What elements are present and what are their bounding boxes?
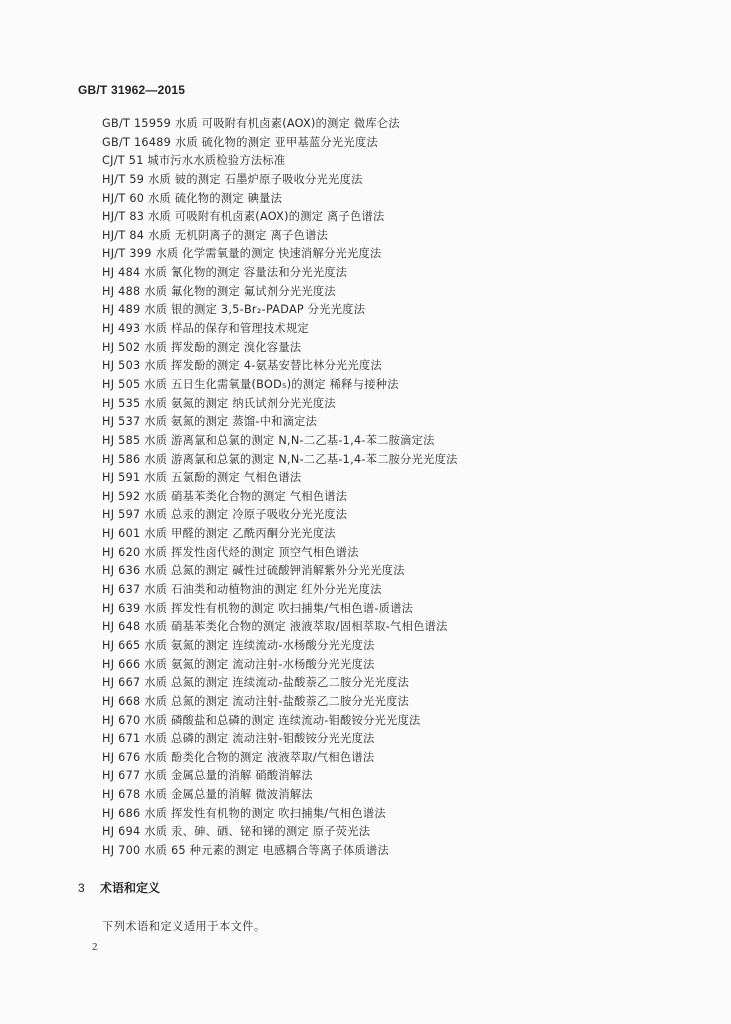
reference-item: HJ 505 水质 五日生化需氧量(BOD₅)的测定 稀释与接种法 <box>102 377 399 391</box>
reference-item: HJ 667 水质 总氮的测定 连续流动-盐酸萘乙二胺分光光度法 <box>102 676 410 690</box>
section-title: 术语和定义 <box>100 881 161 895</box>
section-number: 3 <box>78 881 85 895</box>
section-body-text: 下列术语和定义适用于本文件。 <box>102 920 266 933</box>
reference-item: HJ/T 83 水质 可吸附有机卤素(AOX)的测定 离子色谱法 <box>102 210 385 224</box>
reference-item: HJ 686 水质 挥发性有机物的测定 吹扫捕集/气相色谱法 <box>102 806 386 820</box>
reference-item: HJ 489 水质 银的测定 3,5-Br₂-PADAP 分光光度法 <box>102 303 366 317</box>
reference-item: HJ 484 水质 氰化物的测定 容量法和分光光度法 <box>102 266 348 280</box>
reference-item: HJ 537 水质 氨氮的测定 蒸馏-中和滴定法 <box>102 415 318 429</box>
page-number: 2 <box>92 941 98 953</box>
reference-item: HJ 676 水质 酚类化合物的测定 液液萃取/气相色谱法 <box>102 750 375 764</box>
reference-item: HJ 586 水质 游离氯和总氯的测定 N,N-二乙基-1,4-苯二胺分光光度法 <box>102 452 458 466</box>
reference-item: HJ/T 84 水质 无机阴离子的测定 离子色谱法 <box>102 228 329 242</box>
normative-references-list <box>102 115 702 861</box>
reference-item: HJ 620 水质 挥发性卤代烃的测定 顶空气相色谱法 <box>102 545 359 559</box>
standard-code-header: GB/T 31962—2015 <box>78 83 186 97</box>
reference-item: HJ 671 水质 总磷的测定 流动注射-钼酸铵分光光度法 <box>102 732 375 746</box>
reference-item: HJ 677 水质 金属总量的消解 硝酸消解法 <box>102 769 313 783</box>
reference-item: HJ 601 水质 甲醛的测定 乙酰丙酮分光光度法 <box>102 527 336 541</box>
reference-item: HJ 636 水质 总氮的测定 碱性过硫酸钾消解紫外分光光度法 <box>102 564 405 578</box>
reference-item: HJ 665 水质 氨氮的测定 连续流动-水杨酸分光光度法 <box>102 638 375 652</box>
reference-item: HJ 666 水质 氨氮的测定 流动注射-水杨酸分光光度法 <box>102 657 375 671</box>
reference-item: HJ 535 水质 氨氮的测定 纳氏试剂分光光度法 <box>102 396 336 410</box>
reference-item: HJ 591 水质 五氯酚的测定 气相色谱法 <box>102 471 302 485</box>
reference-item: HJ 488 水质 氟化物的测定 氟试剂分光光度法 <box>102 284 336 298</box>
reference-item: HJ 668 水质 总氮的测定 流动注射-盐酸萘乙二胺分光光度法 <box>102 694 410 708</box>
reference-item: GB/T 16489 水质 硫化物的测定 亚甲基蓝分光光度法 <box>102 135 378 149</box>
reference-item: HJ 639 水质 挥发性有机物的测定 吹扫捕集/气相色谱-质谱法 <box>102 601 414 615</box>
reference-item: HJ 637 水质 石油类和动植物油的测定 红外分光光度法 <box>102 583 382 597</box>
reference-item: CJ/T 51 城市污水水质检验方法标准 <box>102 154 286 168</box>
reference-item: HJ 700 水质 65 种元素的测定 电感耦合等离子体质谱法 <box>102 843 389 857</box>
section-heading <box>78 879 160 896</box>
reference-item: HJ 648 水质 硝基苯类化合物的测定 液液萃取/固相萃取-气相色谱法 <box>102 620 448 634</box>
reference-item: HJ 678 水质 金属总量的消解 微波消解法 <box>102 788 313 802</box>
reference-item: HJ 493 水质 样品的保存和管理技术规定 <box>102 322 309 336</box>
reference-item: HJ 592 水质 硝基苯类化合物的测定 气相色谱法 <box>102 489 348 503</box>
reference-item: HJ 585 水质 游离氯和总氯的测定 N,N-二乙基-1,4-苯二胺滴定法 <box>102 433 435 447</box>
reference-item: HJ 503 水质 挥发酚的测定 4-氨基安替比林分光光度法 <box>102 359 383 373</box>
reference-item: GB/T 15959 水质 可吸附有机卤素(AOX)的测定 微库仑法 <box>102 117 400 130</box>
reference-item: HJ/T 59 水质 铍的测定 石墨炉原子吸收分光光度法 <box>102 172 363 186</box>
reference-item: HJ 670 水质 磷酸盐和总磷的测定 连续流动-钼酸铵分光光度法 <box>102 713 421 727</box>
reference-item: HJ 694 水质 汞、砷、硒、铋和锑的测定 原子荧光法 <box>102 825 371 839</box>
reference-item: HJ 502 水质 挥发酚的测定 溴化容量法 <box>102 340 302 354</box>
reference-item: HJ/T 399 水质 化学需氧量的测定 快速消解分光光度法 <box>102 247 382 261</box>
reference-item: HJ 597 水质 总汞的测定 冷原子吸收分光光度法 <box>102 508 348 522</box>
reference-item: HJ/T 60 水质 硫化物的测定 碘量法 <box>102 191 283 205</box>
